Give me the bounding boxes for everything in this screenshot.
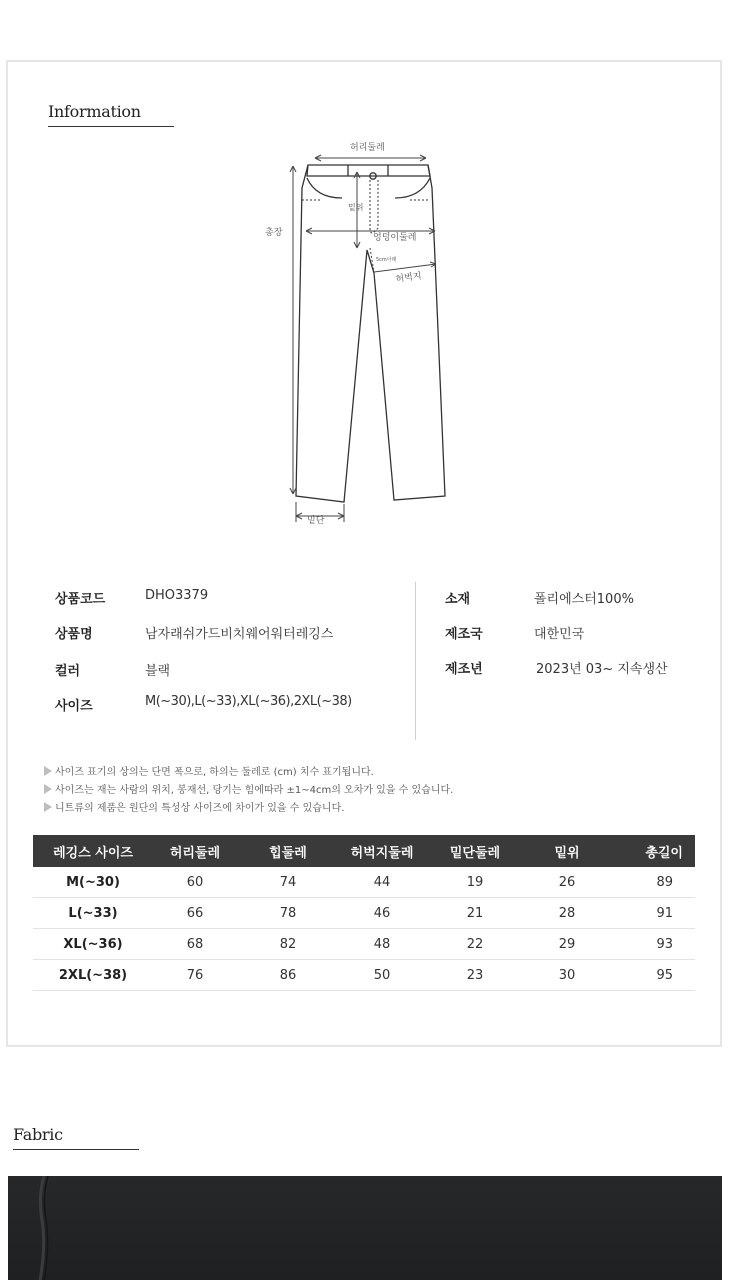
triangle-bullet-icon: [44, 784, 52, 794]
table-cell: 82: [237, 929, 339, 960]
info-key-country: 제조국: [445, 627, 483, 642]
table-cell: 50: [339, 960, 425, 991]
info-value-color: 블랙: [145, 664, 171, 679]
table-cell: XL(~36): [33, 929, 153, 960]
table-cell: 19: [425, 867, 525, 898]
table-cell: 89: [609, 867, 695, 898]
column-header: 밑위: [525, 835, 609, 867]
info-key-size: 사이즈: [55, 699, 93, 714]
column-header: 허리둘레: [153, 835, 237, 867]
triangle-bullet-icon: [44, 802, 52, 812]
table-cell: 48: [339, 929, 425, 960]
pants-measurement-diagram: [260, 138, 460, 530]
info-key-material: 소재: [445, 592, 471, 607]
table-cell: 91: [609, 898, 695, 929]
information-title-underline: [48, 126, 174, 127]
table-cell: 74: [237, 867, 339, 898]
column-header: 레깅스 사이즈: [33, 835, 153, 867]
table-cell: 28: [525, 898, 609, 929]
table-cell: 78: [237, 898, 339, 929]
fabric-photo: [8, 1176, 722, 1280]
table-cell: M(~30): [33, 867, 153, 898]
info-value-code: DHO3379: [145, 588, 209, 603]
info-key-color: 컬러: [55, 664, 81, 679]
info-key-code: 상품코드: [55, 592, 106, 607]
table-row: [33, 960, 695, 991]
info-key-year: 제조년: [445, 662, 483, 677]
info-value-year: 2023년 03~ 지속생산: [536, 662, 668, 677]
table-cell: 26: [525, 867, 609, 898]
fabric-seam: [8, 1176, 722, 1280]
table-cell: 68: [153, 929, 237, 960]
table-cell: 76: [153, 960, 237, 991]
table-cell: 23: [425, 960, 525, 991]
table-cell: 95: [609, 960, 695, 991]
triangle-bullet-icon: [44, 766, 52, 776]
info-key-name: 상품명: [55, 627, 93, 642]
total-length-label: 총장: [265, 228, 283, 238]
note-item: 사이즈 표기의 상의는 단면 폭으로, 하의는 둘레로 (cm) 치수 표기됩니다.: [44, 763, 374, 778]
rise-label: 밑위: [348, 203, 364, 212]
info-value-size: M(~30),L(~33),XL(~36),2XL(~38): [145, 694, 352, 709]
table-cell: 2XL(~38): [33, 960, 153, 991]
waist-label: 허리둘레: [350, 143, 385, 153]
table-cell: L(~33): [33, 898, 153, 929]
column-header: 밑단둘레: [425, 835, 525, 867]
table-row: [33, 898, 695, 929]
info-value-material: 폴리에스터100%: [534, 592, 634, 607]
table-cell: 21: [425, 898, 525, 929]
column-header: 힙둘레: [237, 835, 339, 867]
table-cell: 93: [609, 929, 695, 960]
thigh-label: 허벅지: [395, 271, 423, 285]
info-value-name: 남자래쉬가드비치웨어워터레깅스: [145, 627, 334, 642]
under-label: 5cm아래: [376, 257, 397, 263]
table-cell: 66: [153, 898, 237, 929]
table-cell: 46: [339, 898, 425, 929]
information-title: Information: [48, 102, 141, 121]
fabric-title-underline: [13, 1149, 139, 1150]
table-cell: 22: [425, 929, 525, 960]
table-cell: 29: [525, 929, 609, 960]
table-row: [33, 929, 695, 960]
table-row: [33, 867, 695, 898]
note-item: 니트류의 제품은 원단의 특성상 사이즈에 차이가 있을 수 있습니다.: [44, 799, 344, 814]
hem-label: 밑단: [307, 516, 325, 526]
fabric-title: Fabric: [13, 1125, 63, 1144]
note-item: 사이즈는 재는 사람의 위치, 봉재선, 당기는 힘에따라 ±1~4cm의 오차가 있을 수 있습니다.: [44, 781, 453, 796]
table-cell: 86: [237, 960, 339, 991]
size-table: [33, 835, 695, 991]
table-cell: 30: [525, 960, 609, 991]
hip-label: 엉덩이둘레: [373, 233, 417, 243]
column-header: 허벅지둘레: [339, 835, 425, 867]
info-divider: [415, 582, 416, 740]
column-header: 총길이: [609, 835, 695, 867]
table-cell: 44: [339, 867, 425, 898]
info-value-country: 대한민국: [534, 627, 585, 642]
table-cell: 60: [153, 867, 237, 898]
size-table-header: [33, 835, 695, 867]
